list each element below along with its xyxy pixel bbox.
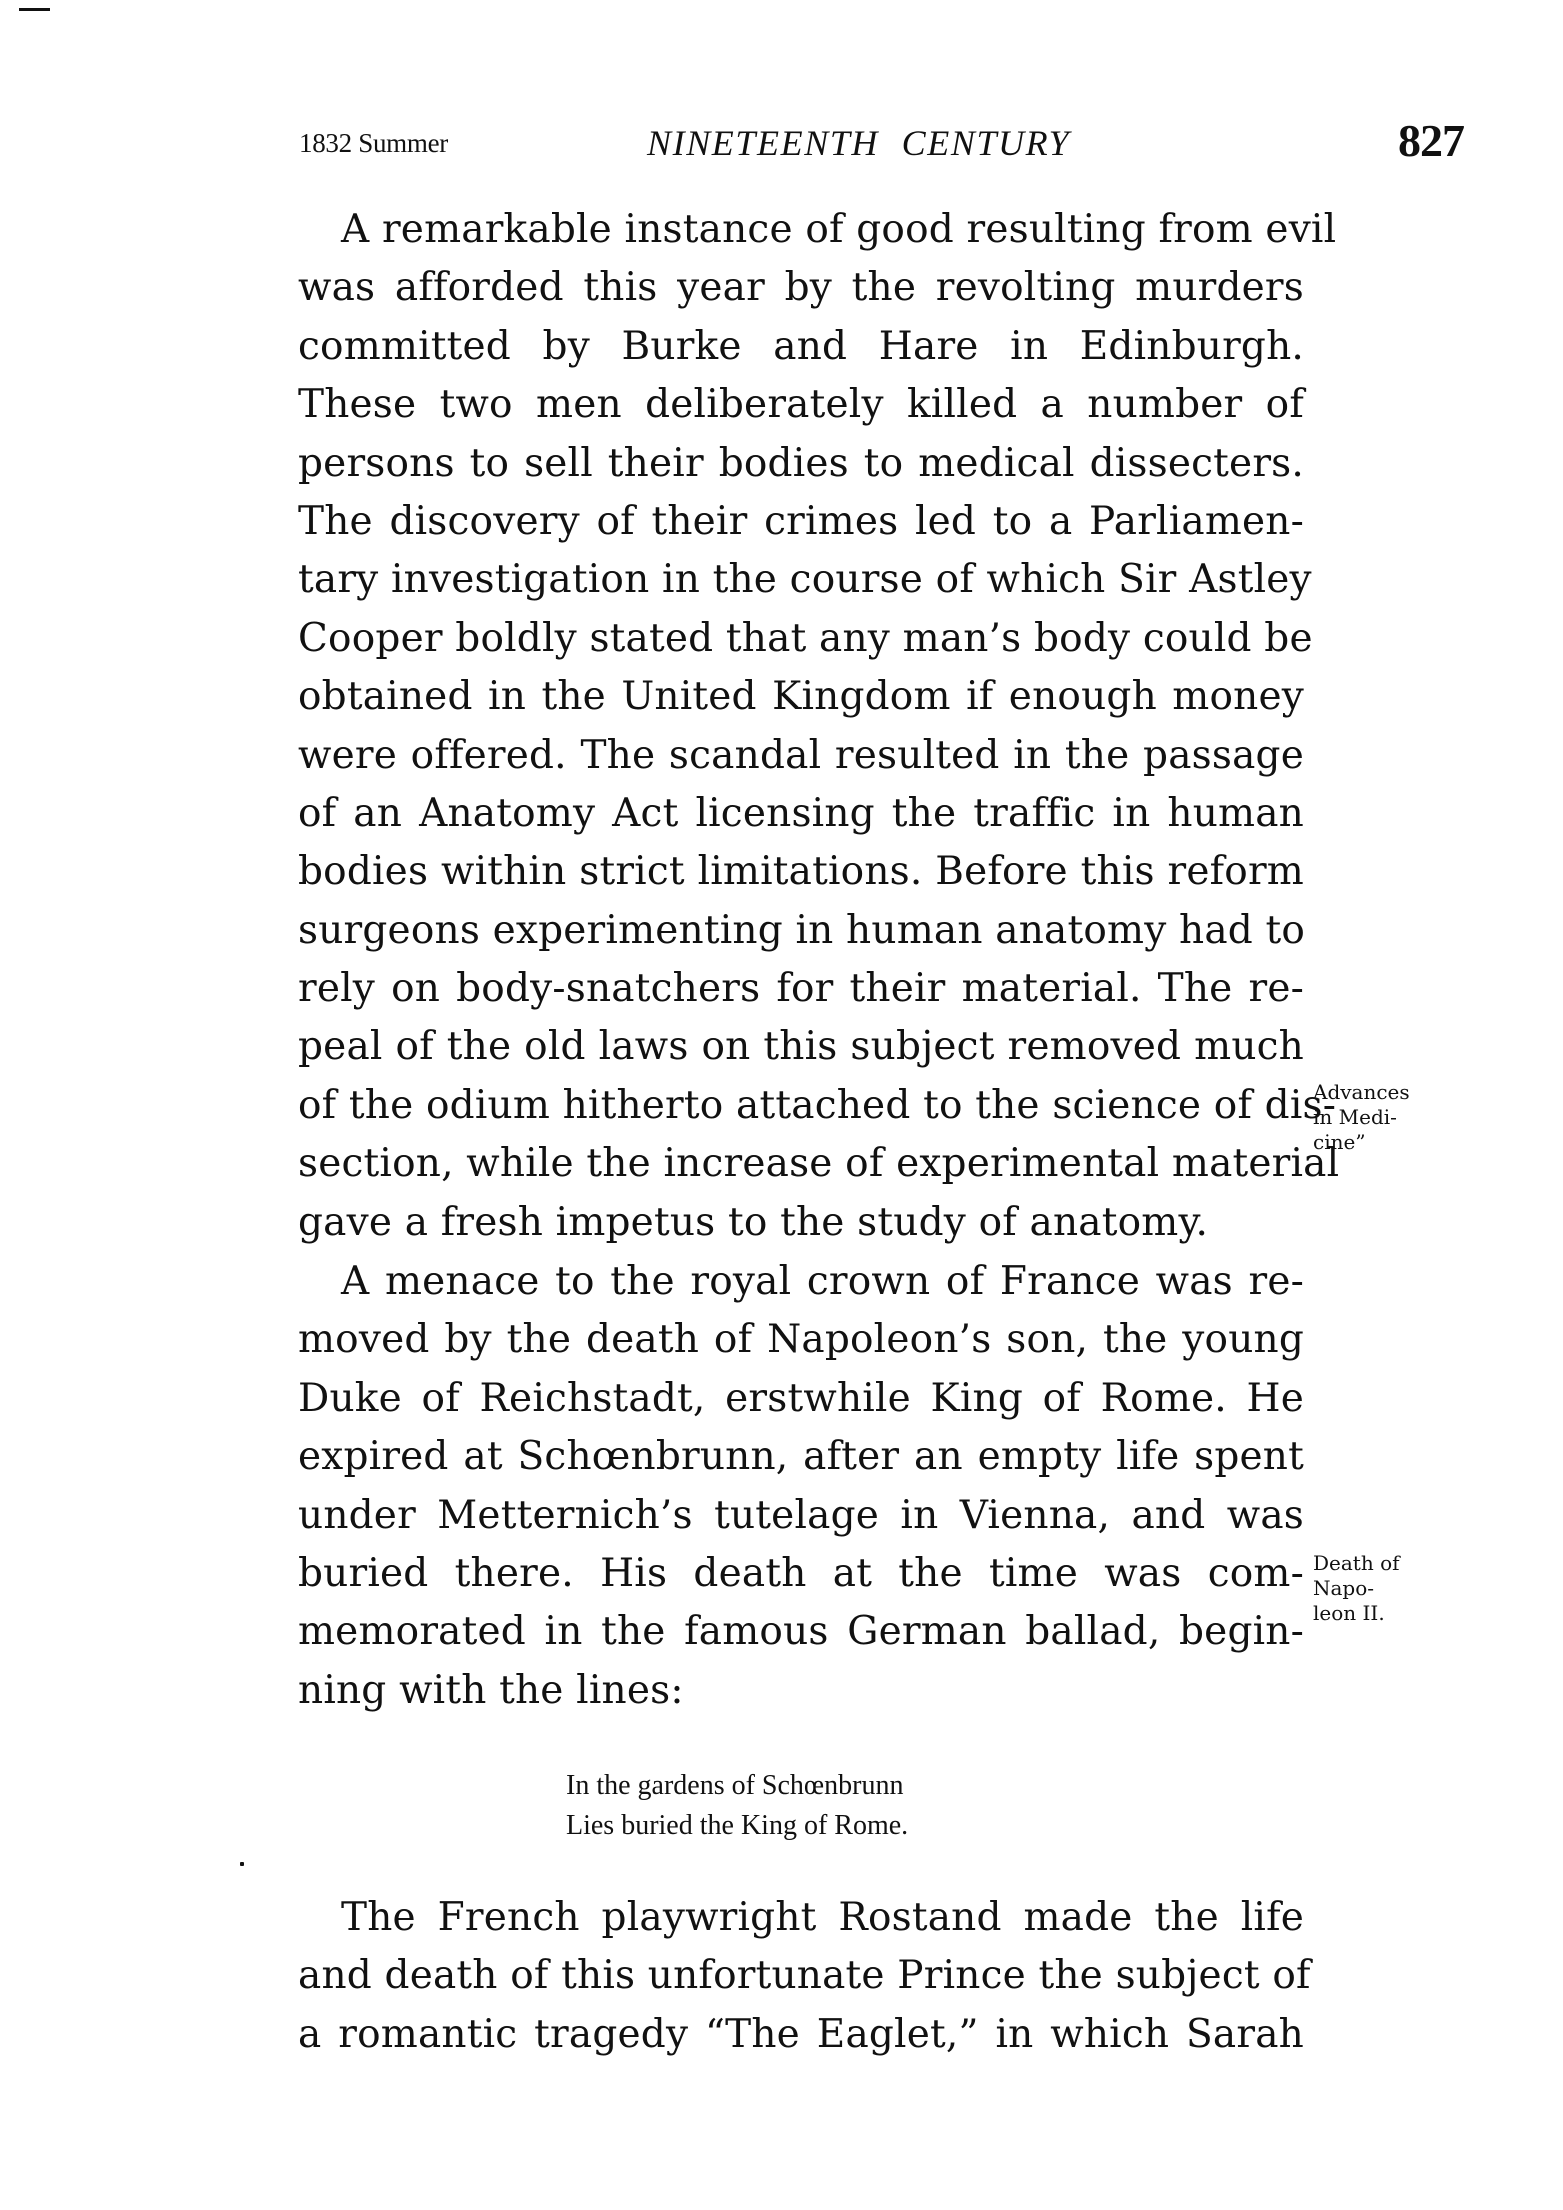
ballad-verse: [566, 1766, 908, 1846]
text-line: surgeons experimenting in human anatomy had to: [298, 907, 1306, 953]
paragraph-rostand-eaglet: [298, 1889, 1311, 2064]
running-head-date: 1832 Summer: [299, 128, 448, 158]
text-line: and death of this unfortunate Prince the subject of: [298, 1953, 1311, 1999]
margin-note-death-of-napoleon-ii: [1313, 1551, 1400, 1626]
running-head-title: NINETEENTH CENTURY: [647, 123, 1071, 163]
text-line: of the odium hitherto attached to the science of dis-: [298, 1082, 1337, 1128]
text-line: under Metternich’s tutelage in Vienna, and was: [298, 1492, 1304, 1538]
page-number: 827: [1398, 115, 1464, 166]
text-line: A menace to the royal crown of France was re-: [341, 1259, 1304, 1304]
text-line: Cooper boldly stated that any man’s body could be: [298, 615, 1313, 661]
text-line: peal of the old laws on this subject removed much: [298, 1024, 1304, 1070]
margin-note-line: Death of: [1313, 1551, 1400, 1575]
scan-mark-dash: [19, 8, 50, 11]
margin-note-line: Advances: [1313, 1080, 1410, 1104]
verse-line: In the gardens of Schœnbrunn: [566, 1770, 904, 1801]
text-line: was afforded this year by the revolting murders: [298, 265, 1304, 311]
text-line: section, while the increase of experimental material: [298, 1141, 1340, 1187]
text-line: obtained in the United Kingdom if enough money: [298, 674, 1304, 720]
text-line: of an Anatomy Act licensing the traffic in human: [298, 790, 1304, 836]
margin-note-advances-in-medicine: [1313, 1080, 1410, 1155]
text-line: The discovery of their crimes led to a Parliamen-: [298, 498, 1304, 544]
text-line: bodies within strict limitations. Before this reform: [298, 849, 1304, 895]
text-line: ning with the lines:: [298, 1667, 684, 1713]
paragraph-duke-of-reichstadt: [298, 1253, 1304, 1720]
text-line: Duke of Reichstadt, erstwhile King of Rome. He: [298, 1375, 1304, 1421]
running-head: [0, 115, 1563, 168]
text-line: moved by the death of Napoleon’s son, the young: [298, 1317, 1304, 1363]
margin-note-line: Napo-: [1313, 1576, 1375, 1600]
text-line: The French playwright Rostand made the life: [341, 1895, 1304, 1940]
text-line: These two men deliberately killed a number of: [298, 382, 1304, 428]
margin-note-line: cine”: [1313, 1130, 1366, 1154]
text-line: were offered. The scandal resulted in the passage: [298, 732, 1304, 778]
text-line: tary investigation in the course of which Sir Astley: [298, 557, 1312, 603]
margin-note-line: leon II.: [1313, 1601, 1385, 1625]
margin-note-line: in Medi-: [1313, 1105, 1397, 1129]
text-line: committed by Burke and Hare in Edinburgh.: [298, 323, 1304, 369]
text-line: A remarkable instance of good resulting from evil: [341, 207, 1337, 252]
text-line: gave a fresh impetus to the study of anatomy.: [298, 1199, 1209, 1245]
text-line: rely on body-snatchers for their material. The re-: [298, 966, 1304, 1012]
scan-mark-dot: [240, 1862, 244, 1866]
text-line: buried there. His death at the time was com-: [298, 1550, 1304, 1596]
text-line: expired at Schœnbrunn, after an empty life spent: [298, 1434, 1304, 1480]
text-line: a romantic tragedy “The Eaglet,” in which Sarah: [298, 2011, 1304, 2057]
text-line: persons to sell their bodies to medical dissecters.: [298, 440, 1304, 486]
text-line: memorated in the famous German ballad, begin-: [298, 1609, 1304, 1655]
verse-line: Lies buried the King of Rome.: [566, 1810, 909, 1841]
